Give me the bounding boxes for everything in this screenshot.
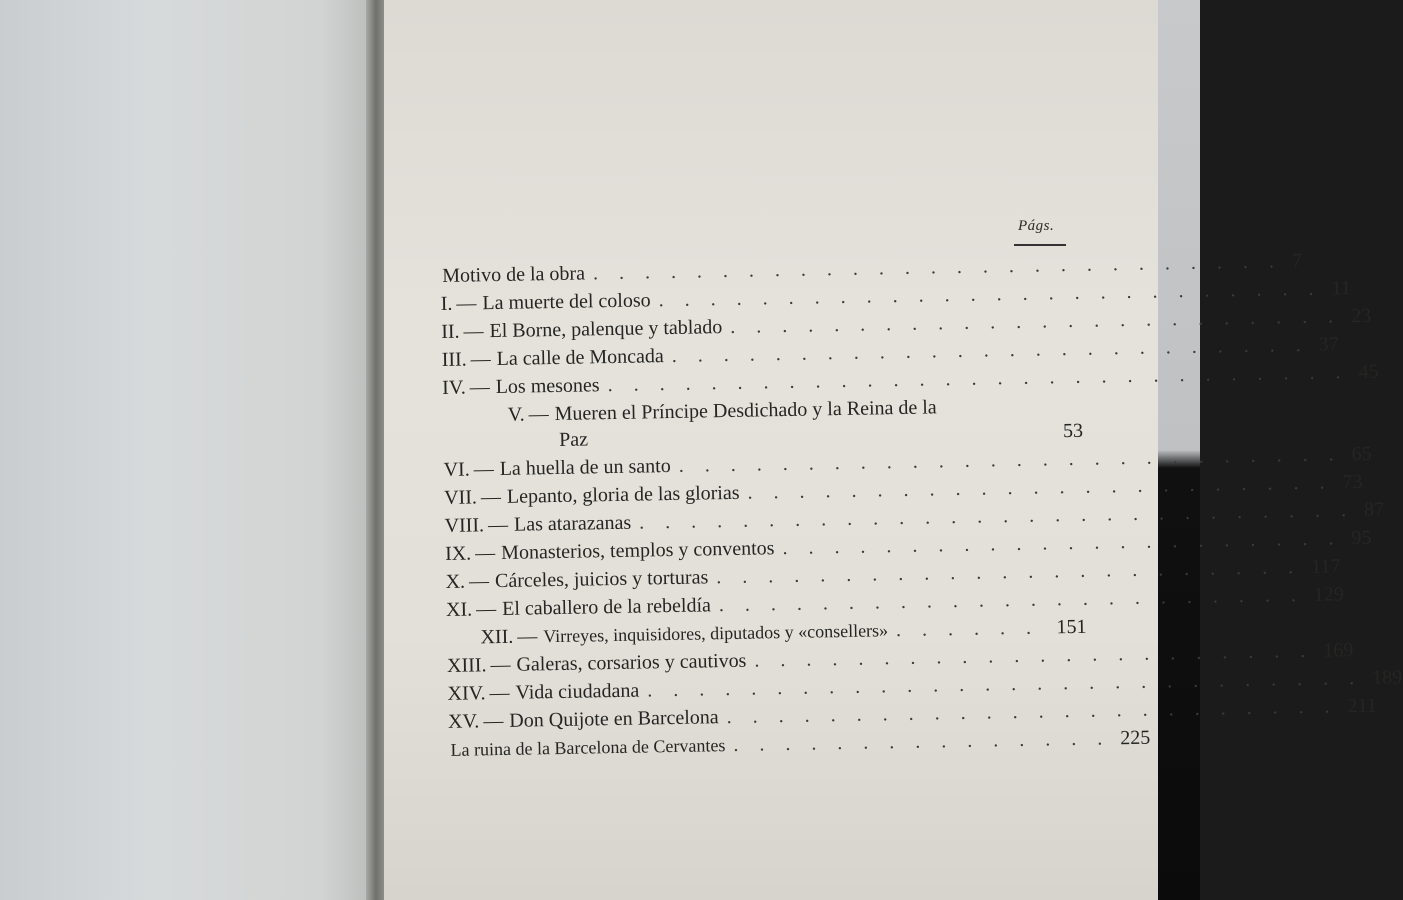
dot-leader: . . . . . . . . . . . . . . . . . . . . . . . . . . . . . xyxy=(607,361,1349,397)
dot-leader: . . . . . . . . . . . . . . . . . . . . . . . xyxy=(718,583,1305,617)
chapter-number: VIII. xyxy=(444,514,485,537)
toc-entry-4: IV. — Los mesones . . . . . . . . . . . . . . . . . . . . . . . . . . . . . 45 xyxy=(442,363,1082,402)
toc-title: La huella de un santo xyxy=(499,455,671,480)
toc-title: Don Quijote en Barcelona xyxy=(509,706,719,732)
toc-page: 225 xyxy=(1120,726,1151,750)
dot-leader xyxy=(596,438,1027,446)
toc-title: Galeras, corsarios y cautivos xyxy=(516,649,747,676)
toc-title: La ruina de la Barcelona de Cervantes xyxy=(450,735,726,760)
dot-leader: . . . . . . . . . . . . . . . . . . . . . . . . . xyxy=(671,333,1309,367)
toc-page: 87 xyxy=(1363,498,1385,521)
dot-leader: . . . . . . xyxy=(895,616,1040,642)
toc-title: El Borne, palenque y tablado xyxy=(489,316,723,343)
toc-page: 151 xyxy=(1056,615,1087,639)
toc-page: 45 xyxy=(1358,360,1379,383)
chapter-number: XV. xyxy=(447,710,480,733)
dot-leader: . . . . . . . . . . . . . . . . . . . . . . . xyxy=(716,556,1302,589)
toc-entry-9: IX. — Monasterios, templos y conventos . . . . . . . . . . . . . . . . . . . . . . 95 xyxy=(445,529,1085,568)
toc-entry-2: II. — El Borne, palenque y tablado . . . . . . . . . . . . . . . . . . . . . . . . 23 xyxy=(441,307,1081,346)
chapter-number: V. xyxy=(507,403,525,426)
toc-page: 189 xyxy=(1371,666,1403,689)
toc-title: Monasterios, templos y conventos xyxy=(501,537,775,564)
toc-page: 73 xyxy=(1342,470,1363,494)
toc-title: La calle de Moncada xyxy=(496,345,664,371)
header-rule xyxy=(1014,244,1066,246)
dot-leader: . . . . . . . . . . . . . . . . . . . . . . . . . . xyxy=(658,277,1322,312)
toc-title: Motivo de la obra xyxy=(442,262,586,287)
chapter-number: XIII. xyxy=(446,654,487,677)
chapter-number: I. xyxy=(440,292,453,315)
toc-entry-8: VIII. — Las atarazanas . . . . . . . . . . . . . . . . . . . . . . . . . . . . 87 xyxy=(444,501,1084,540)
dot-leader: . . . . . . . . . . . . . . . . . . . . . . . . . . xyxy=(678,443,1342,477)
toc-page: 7 xyxy=(1291,249,1303,273)
toc-title: Lepanto, gloria de las glorias xyxy=(506,481,740,508)
chapter-number: VII. xyxy=(443,486,478,509)
chapter-number: II. xyxy=(441,320,460,343)
dot-leader: . . . . . . . . . . . . . . . . . . . . . . xyxy=(782,527,1342,560)
toc-entry-6: VI. — La huella de un santo . . . . . . . . . . . . . . . . . . . . . . . . . . 65 xyxy=(443,445,1083,484)
dot-leader: . . . . . . . . . . . . . . . . . . . . . . . xyxy=(747,471,1333,504)
toc-title: Mueren el Príncipe Desdichado y la Reina de la xyxy=(554,396,937,426)
chapter-number: VI. xyxy=(443,458,470,481)
toc-entry-1: I. — La muerte del coloso . . . . . . . . . . . . . . . . . . . . . . . . . . 11 xyxy=(440,279,1080,318)
toc-page: 95 xyxy=(1351,526,1372,550)
pages-column-header: Págs. xyxy=(1018,218,1055,234)
toc-entry-11: XI. — El caballero de la rebeldía . . . . . . . . . . . . . . . . . . . . . . . 129 xyxy=(446,585,1086,624)
chapter-number: XIV. xyxy=(447,682,486,705)
toc-title: Los mesones xyxy=(495,374,600,399)
chapter-number: XII. xyxy=(480,625,514,649)
dot-leader: . . . . . . . . . . . . . . . . . . . . . . . . . . . . xyxy=(638,499,1355,534)
toc-entry-12: XII. — Virreyes, inquisidores, diputados y «consellers» . . . . . . 151 xyxy=(446,613,1086,652)
chapter-number: XI. xyxy=(445,598,473,621)
toc-page: 117 xyxy=(1310,555,1341,578)
toc-entry-14: XIV. — Vida ciudadana . . . . . . . . . . . . . . . . . . . . . . . . . . . . 189 xyxy=(447,669,1087,708)
toc-entry-15: XV. — Don Quijote en Barcelona . . . . . . . . . . . . . . . . . . . . . . . . 211 xyxy=(448,697,1088,736)
toc-title: Vida ciudadana xyxy=(515,679,640,704)
toc-page: 211 xyxy=(1347,694,1378,718)
dot-leader: . . . . . . . . . . . . . . . xyxy=(733,727,1111,756)
chapter-number: X. xyxy=(445,570,466,593)
toc-page: 23 xyxy=(1350,304,1372,328)
toc-title: Las atarazanas xyxy=(513,511,632,536)
toc-title: La muerte del coloso xyxy=(482,289,651,315)
toc-page: 65 xyxy=(1351,442,1372,466)
toc-entry-5: V. — Mueren el Príncipe Desdichado y la Reina de la xyxy=(442,391,1082,428)
dot-leader: . . . . . . . . . . . . . . . . . . . . . . . . xyxy=(726,695,1338,729)
dot-leader: . . . . . . . . . . . . . . . . . . . . . . xyxy=(754,639,1314,672)
chapter-number: IX. xyxy=(444,542,472,565)
chapter-number: III. xyxy=(441,348,467,371)
toc-page: 37 xyxy=(1318,333,1339,356)
toc-entry-10: X. — Cárceles, juicios y torturas . . . . . . . . . . . . . . . . . . . . . . . 117 xyxy=(445,557,1085,596)
toc-title-continued: Paz xyxy=(558,428,589,451)
table-of-contents xyxy=(440,249,1403,764)
toc-page: 129 xyxy=(1313,583,1345,606)
toc-title: El caballero de la rebeldía xyxy=(501,594,712,620)
toc-entry-3: III. — La calle de Moncada . . . . . . . . . . . . . . . . . . . . . . . . . 37 xyxy=(441,335,1081,374)
toc-entry-13: XIII. — Galeras, corsarios y cautivos . . . . . . . . . . . . . . . . . . . . . . 169 xyxy=(447,641,1087,680)
dot-leader: . . . . . . . . . . . . . . . . . . . . . . . . xyxy=(730,305,1342,338)
toc-page: 169 xyxy=(1323,639,1354,662)
left-page xyxy=(0,0,378,900)
toc-page: 11 xyxy=(1331,277,1352,300)
dot-leader: . . . . . . . . . . . . . . . . . . . . . . . . . . . xyxy=(592,250,1283,285)
toc-page: 53 xyxy=(1062,419,1084,443)
dot-leader: . . . . . . . . . . . . . . . . . . . . . . . . . . . . xyxy=(647,666,1363,702)
toc-title: Cárceles, juicios y torturas xyxy=(494,566,709,593)
chapter-number: IV. xyxy=(442,376,466,399)
toc-title: Virreyes, inquisidores, diputados y «consellers» xyxy=(543,620,889,647)
toc-entry-7: VII. — Lepanto, gloria de las glorias . . . . . . . . . . . . . . . . . . . . . . . 73 xyxy=(444,473,1084,512)
